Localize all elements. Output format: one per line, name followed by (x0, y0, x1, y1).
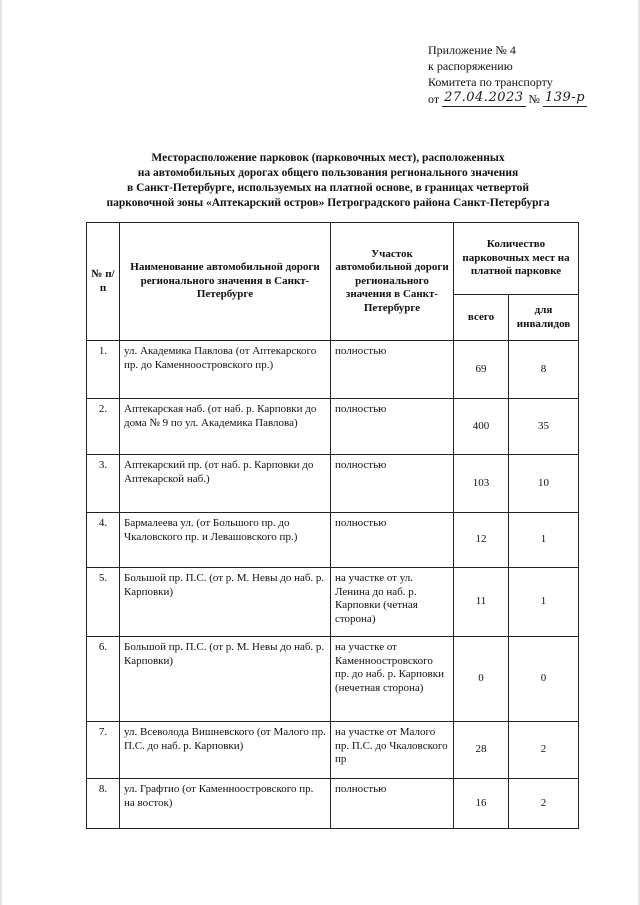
table-row (87, 779, 579, 829)
table-row (87, 455, 579, 513)
parking-table (86, 222, 579, 829)
row-road: Аптекарская наб. (от наб. р. Карповки до дома № 9 по ул. Академика Павлова) (120, 399, 331, 455)
row-road: Большой пр. П.С. (от р. М. Невы до наб. р. Карповки) (120, 568, 331, 637)
row-road: Большой пр. П.С. (от р. М. Невы до наб. р. Карповки) (120, 637, 331, 722)
row-total: 11 (454, 568, 509, 637)
table-row (87, 341, 579, 399)
table-row (87, 722, 579, 779)
row-total: 12 (454, 513, 509, 568)
row-total: 28 (454, 722, 509, 779)
appendix-block (428, 42, 608, 107)
row-road: Бармалеева ул. (от Большого пр. до Чкаловского пр. и Левашовского пр.) (120, 513, 331, 568)
header-disabled: для инвалидов (509, 295, 579, 341)
row-total: 103 (454, 455, 509, 513)
row-disabled: 8 (509, 341, 579, 399)
row-disabled: 1 (509, 513, 579, 568)
row-disabled: 0 (509, 637, 579, 722)
row-total: 16 (454, 779, 509, 829)
row-section: полностью (331, 513, 454, 568)
document-title (88, 151, 568, 211)
row-disabled: 2 (509, 779, 579, 829)
row-num: 6. (87, 637, 120, 722)
row-section: полностью (331, 399, 454, 455)
row-num: 2. (87, 399, 120, 455)
row-section: полностью (331, 341, 454, 399)
header-num: № п/п (87, 223, 120, 341)
row-total: 400 (454, 399, 509, 455)
row-section: на участке от Малого пр. П.С. до Чкаловского пр (331, 722, 454, 779)
appendix-line-2: к распоряжению (428, 59, 513, 73)
row-num: 5. (87, 568, 120, 637)
row-num: 4. (87, 513, 120, 568)
header-total: всего (454, 295, 509, 341)
title-line-3: в Санкт-Петербурге, используемых на платной основе, в границах четвертой (127, 182, 529, 194)
table-row (87, 513, 579, 568)
appendix-date-line (428, 90, 608, 107)
table-row (87, 568, 579, 637)
title-line-4: парковочной зоны «Аптекарский остров» Петроградского района Санкт-Петербурга (106, 197, 550, 209)
row-disabled: 35 (509, 399, 579, 455)
header-qty: Количество парковочных мест на платной парковке (454, 223, 579, 295)
row-road: Аптекарский пр. (от наб. р. Карповки до Аптекарской наб.) (120, 455, 331, 513)
row-num: 8. (87, 779, 120, 829)
scan-left-edge (0, 0, 3, 905)
row-total: 0 (454, 637, 509, 722)
date-prefix: от (428, 92, 440, 106)
row-disabled: 1 (509, 568, 579, 637)
handwritten-number: 139-р (544, 90, 586, 105)
number-sign: № (528, 92, 540, 106)
row-num: 3. (87, 455, 120, 513)
appendix-line-3: Комитета по транспорту (428, 75, 553, 89)
row-num: 7. (87, 722, 120, 779)
table-row (87, 637, 579, 722)
row-num: 1. (87, 341, 120, 399)
row-disabled: 10 (509, 455, 579, 513)
appendix-line-1: Приложение № 4 (428, 43, 516, 57)
row-total: 69 (454, 341, 509, 399)
row-road: ул. Академика Павлова (от Аптекарского пр. до Каменноостровского пр.) (120, 341, 331, 399)
header-road: Наименование автомобильной дороги регионального значения в Санкт-Петербурге (120, 223, 331, 341)
title-line-2: на автомобильных дорогах общего пользования регионального значения (137, 167, 519, 179)
row-road: ул. Всеволода Вишневского (от Малого пр. П.С. до наб. р. Карповки) (120, 722, 331, 779)
header-section: Участок автомобильной дороги регионального значения в Санкт-Петербурге (331, 223, 454, 341)
row-disabled: 2 (509, 722, 579, 779)
row-section: на участке от Каменноостровского пр. до наб. р. Карповки (нечетная сторона) (331, 637, 454, 722)
row-section: на участке от ул. Ленина до наб. р. Карповки (четная сторона) (331, 568, 454, 637)
row-section: полностью (331, 455, 454, 513)
row-section: полностью (331, 779, 454, 829)
title-line-1: Месторасположение парковок (парковочных мест), расположенных (151, 152, 505, 164)
handwritten-date: 27.04.2023 (444, 90, 524, 105)
table-row (87, 399, 579, 455)
row-road: ул. Графтио (от Каменноостровского пр. на восток) (120, 779, 331, 829)
